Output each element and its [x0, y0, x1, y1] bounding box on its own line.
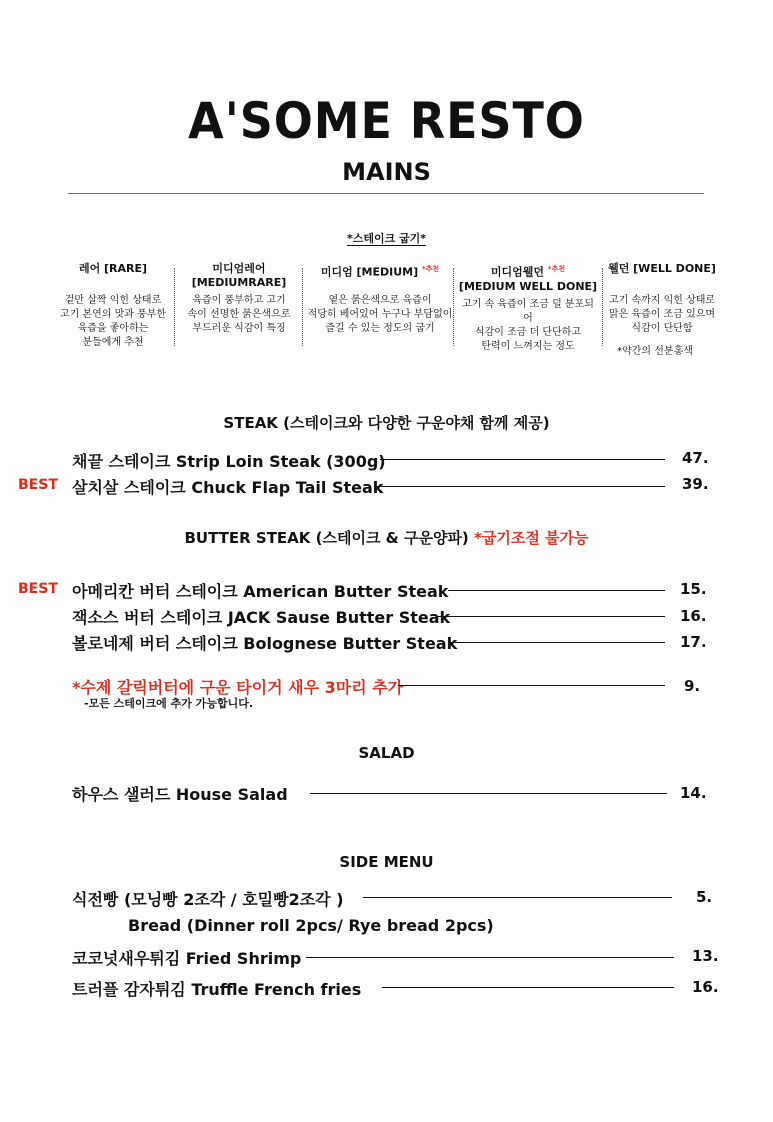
doneness-mediumwelldone	[458, 262, 598, 354]
price: 17.	[680, 633, 707, 651]
welldone-note: *약간의 선분홍색	[617, 346, 693, 357]
price: 15.	[680, 580, 707, 598]
doneness-mediumrare	[180, 262, 298, 336]
recommend-mark: *추천	[421, 265, 440, 273]
doneness-desc: 겉만 살짝 익힌 상태로 고기 본연의 맛과 풍부한 육즙을 좋아하는 분들에게 추천	[59, 295, 167, 348]
doneness-desc: 육즙이 풍부하고 고기 속이 선명한 붉은색으로 부드러운 식감이 특징	[187, 295, 291, 334]
leader-line	[448, 590, 665, 591]
price: 16.	[692, 978, 719, 996]
leader-line	[436, 616, 665, 617]
butter-steak-heading: BUTTER STEAK (스테이크 & 구운양파) *굽기조절 불가능	[184, 529, 589, 547]
best-badge: BEST	[18, 477, 58, 493]
doneness-name: 미디엄웰던 $^{*추천}$ [MEDIUM WELL DONE]	[458, 265, 598, 293]
doneness-heading	[0, 230, 773, 246]
best-badge: BEST	[18, 581, 58, 597]
price: 47.	[682, 449, 709, 467]
menu-item-bread-english: Bread (Dinner roll 2pcs/ Rye bread 2pcs)	[128, 916, 494, 935]
doneness-medium	[306, 262, 454, 336]
doneness-name: 레어 [RARE]	[78, 262, 148, 275]
menu-item-fried-shrimp: 코코넛새우튀김 Fried Shrimp	[72, 949, 302, 968]
doneness-desc: 옅은 붉은색으로 육즙이 적당히 베어있어 누구나 부담없이 즐길 수 있는 정도의 굽기	[307, 295, 453, 334]
menu-item-bread: 식전빵 (모닝빵 2조각 / 호밀빵2조각 )	[72, 890, 344, 909]
doneness-rare	[58, 262, 168, 350]
menu-item-strip-loin: 채끝 스테이크 Strip Loin Steak (300g)	[72, 452, 386, 471]
menu-item-bolognese-butter: 볼로네제 버터 스테이크 Bolognese Butter Steak	[72, 634, 458, 653]
menu-subtitle: MAINS	[342, 158, 431, 186]
column-divider	[302, 268, 303, 346]
leader-line	[310, 793, 667, 794]
leader-line	[363, 897, 672, 898]
menu-item-chuck-flap: 살치살 스테이크 Chuck Flap Tail Steak	[72, 478, 384, 497]
leader-line	[374, 486, 665, 487]
price: 16.	[680, 607, 707, 625]
leader-line	[448, 642, 665, 643]
header-divider	[68, 193, 704, 194]
doneness-heading-text: *스테이크 굽기*	[346, 232, 427, 245]
addon-note: -모든 스테이크에 추가 가능합니다.	[84, 697, 253, 710]
doneness-desc: 고기 속 육즙이 조금 덜 분포되어 식감이 조금 더 단단하고 탄력이 느껴지는 정도	[462, 298, 594, 352]
menu-item-tiger-shrimp-addon: *수제 갈릭버터에 구운 타이거 새우 3마리 추가	[72, 678, 404, 697]
price: 14.	[680, 784, 707, 802]
leader-line	[398, 685, 665, 686]
recommend-mark: *추천	[547, 265, 566, 273]
doneness-name: 웰던 [WELL DONE]	[608, 262, 716, 275]
menu-item-jack-butter: 잭소스 버터 스테이크 JACK Sause Butter Steak	[72, 608, 451, 627]
restaurant-title: A'SOME RESTO	[188, 92, 585, 150]
price: 13.	[692, 947, 719, 965]
salad-heading: SALAD	[358, 744, 415, 762]
doneness-welldone	[606, 262, 718, 336]
menu-item-truffle-fries: 트러플 감자튀김 Truffle French fries	[72, 980, 362, 999]
price: 5.	[696, 888, 713, 906]
doneness-name: 미디엄레어 [MEDIUMRARE]	[191, 262, 287, 289]
price: 9.	[684, 677, 701, 695]
leader-line	[306, 957, 674, 958]
side-menu-heading: SIDE MENU	[339, 853, 434, 871]
leader-line	[382, 987, 674, 988]
price: 39.	[682, 475, 709, 493]
heading-note: *굽기조절 불가능	[474, 529, 589, 547]
leader-line	[380, 459, 665, 460]
doneness-desc: 고기 속까지 익힌 상태로 맑은 육즙이 조금 있으며 식감이 단단함	[608, 295, 716, 334]
column-divider	[174, 268, 175, 346]
doneness-name: 미디엄 [MEDIUM] $^{*추천}$	[320, 265, 440, 279]
column-divider	[602, 268, 603, 346]
column-divider	[453, 268, 454, 346]
steak-heading: STEAK (스테이크와 다양한 구운야채 함께 제공)	[223, 414, 550, 432]
menu-item-house-salad: 하우스 샐러드 House Salad	[72, 785, 288, 804]
menu-item-american-butter: 아메리칸 버터 스테이크 American Butter Steak	[72, 582, 449, 601]
